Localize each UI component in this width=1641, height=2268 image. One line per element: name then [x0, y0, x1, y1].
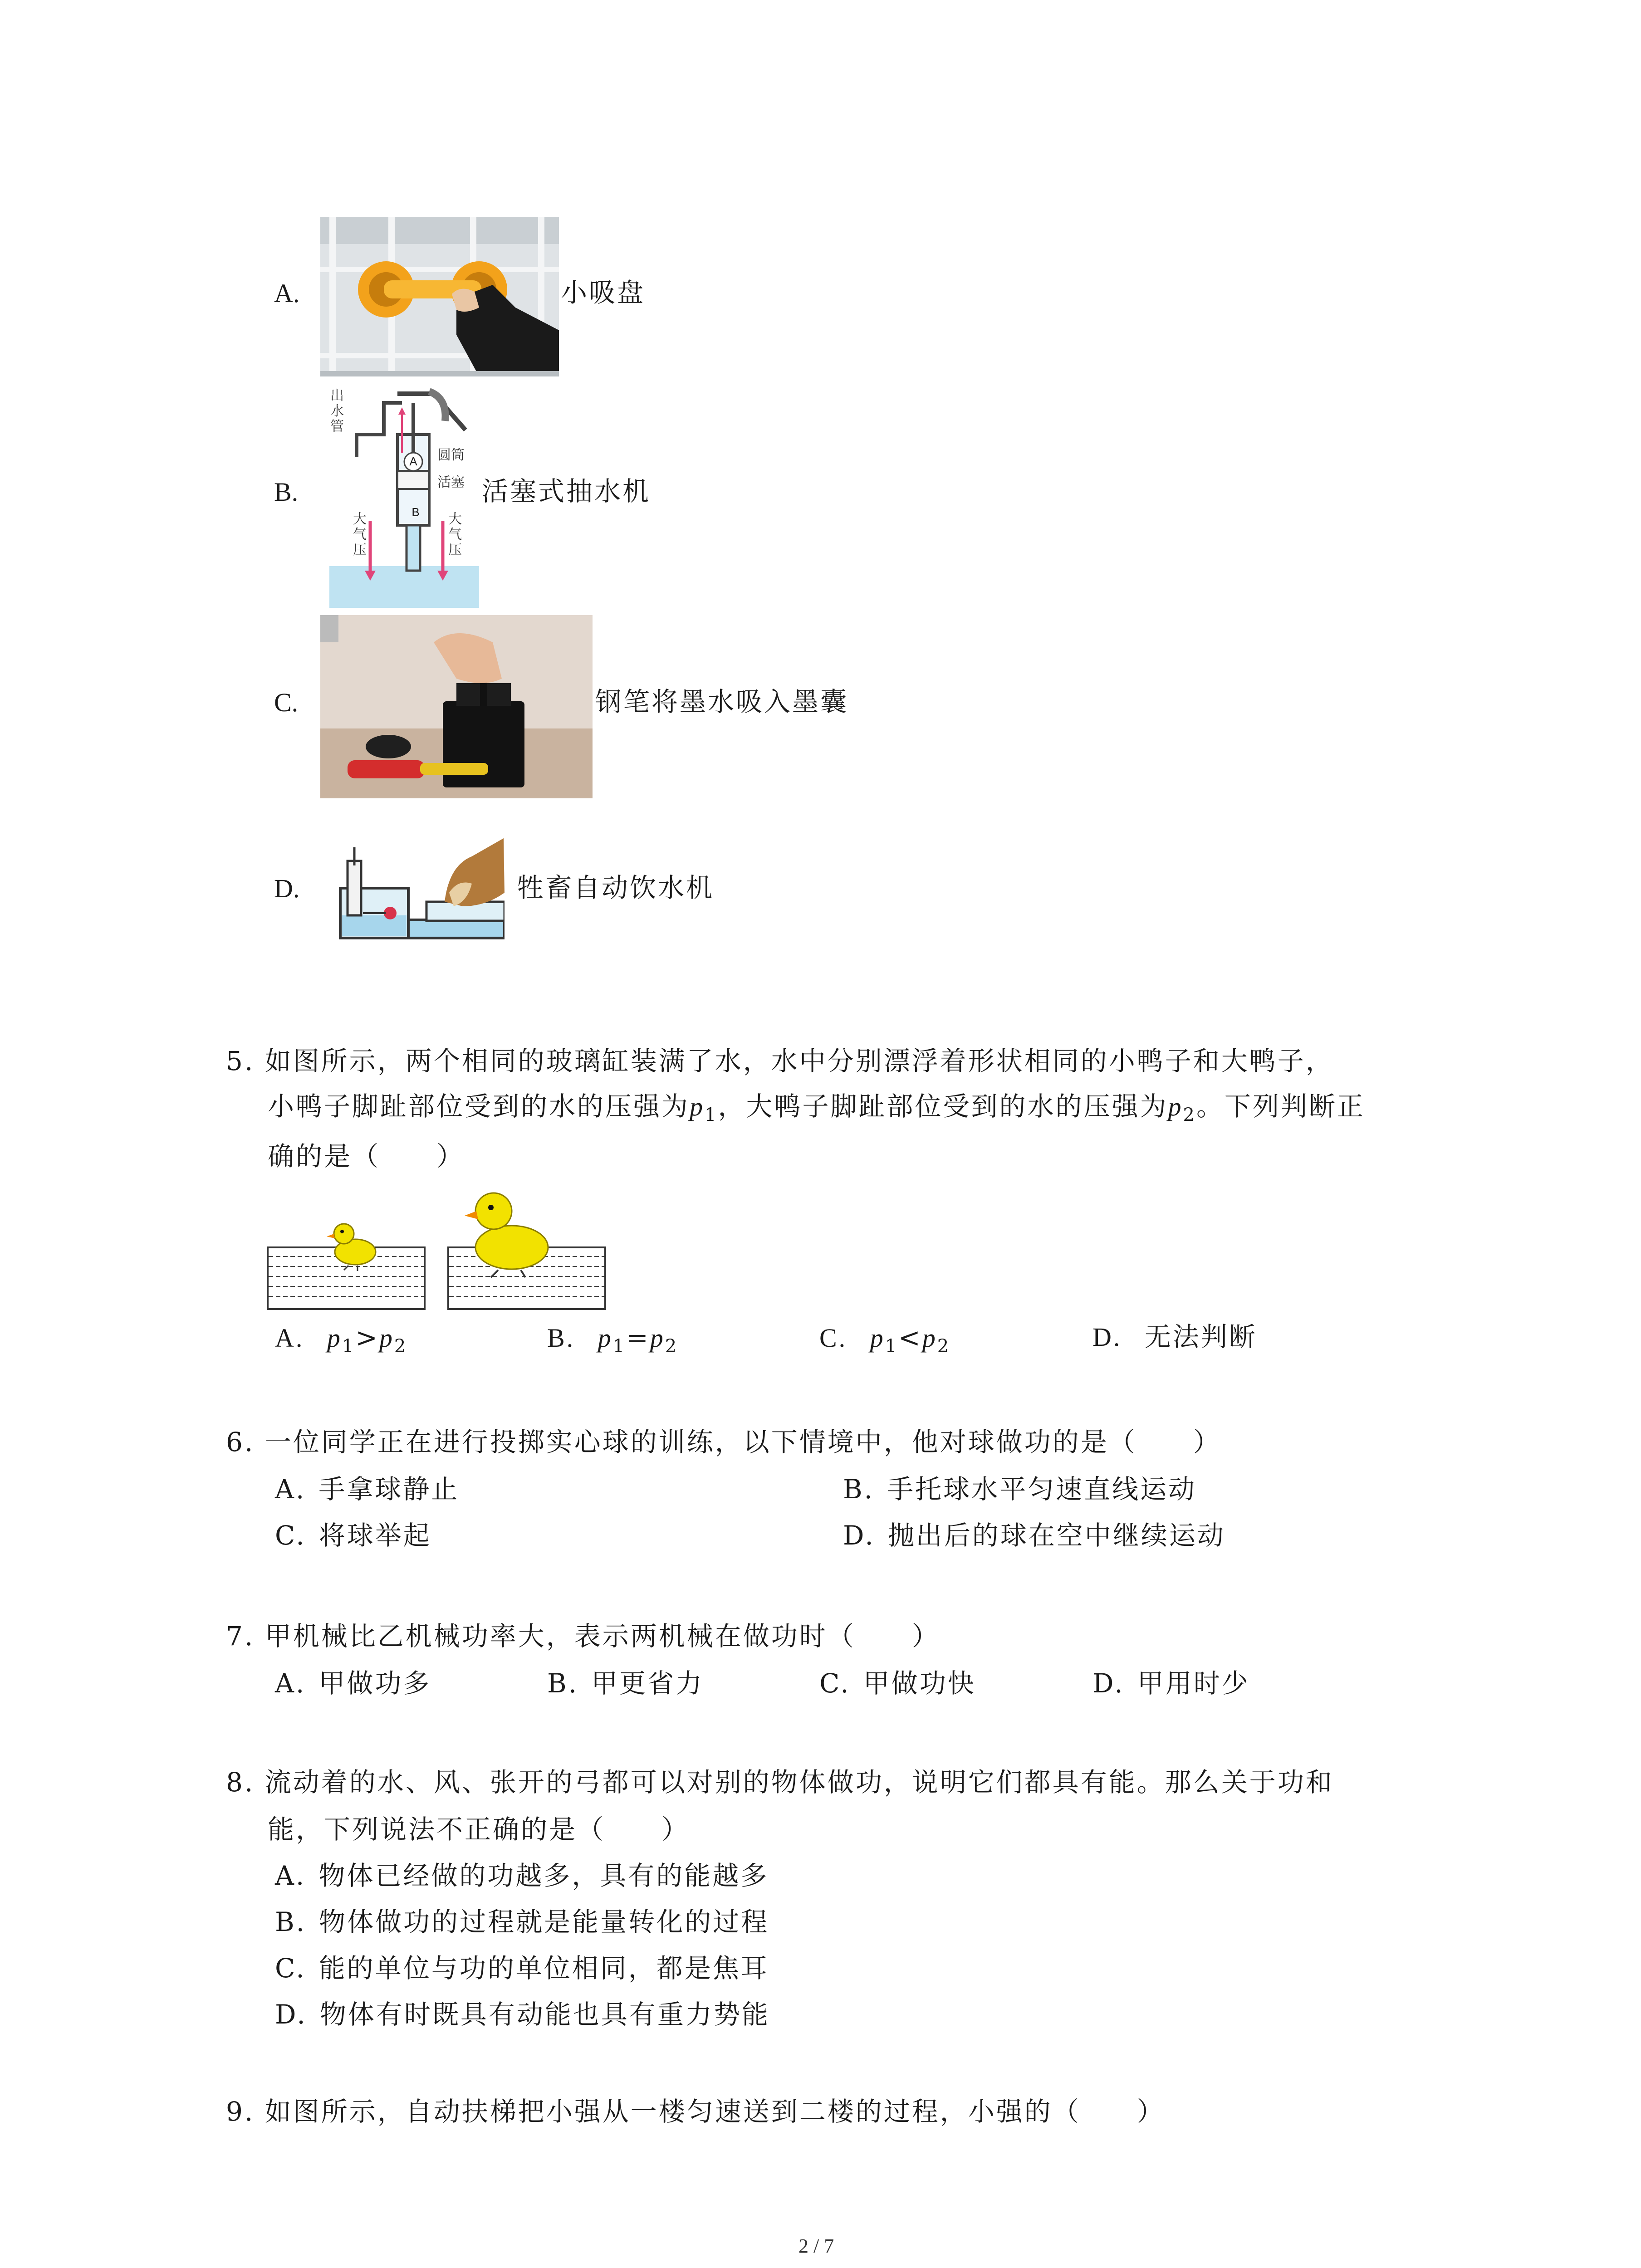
sub-1: 1	[705, 1105, 718, 1125]
q7-option-a-letter: A.	[275, 1668, 306, 1699]
piston-label: 活塞	[437, 474, 465, 490]
p-symbol: p	[327, 1323, 342, 1353]
q8-stem-line1: 8. 流动着的水、风、张开的弓都可以对别的物体做功，说明它们都具有能。那么关于功和	[226, 1767, 1334, 1798]
q7-option-d-text: 甲用时少	[1137, 1668, 1250, 1699]
q7-option-b	[547, 1668, 704, 1699]
atm-pressure-right-label: 大气压	[448, 511, 462, 558]
q7-option-b-letter: B.	[547, 1668, 579, 1699]
p-symbol: p	[379, 1323, 394, 1353]
q6-option-d	[843, 1522, 1225, 1549]
q7-option-b-text: 甲更省力	[591, 1668, 704, 1699]
big-duck	[465, 1193, 548, 1277]
q7-option-c	[819, 1668, 976, 1699]
q5-stem-line2-pre: 小鸭子脚趾部位受到的水的压强为	[268, 1091, 690, 1122]
p-symbol: p	[690, 1092, 705, 1121]
p-symbol: p	[650, 1323, 665, 1353]
q8-option-d-letter: D.	[275, 1999, 307, 2030]
q6-option-a	[275, 1474, 460, 1505]
q9-stem: 9. 如图所示，自动扶梯把小强从一楼匀速送到二楼的过程，小强的（ ）	[226, 2096, 1165, 2127]
q5-option-d	[1092, 1321, 1257, 1352]
q4-option-c-letter: C.	[274, 688, 299, 717]
sub-2: 2	[937, 1336, 951, 1357]
sub-1: 1	[885, 1336, 899, 1357]
q5-stem-line2-mid: ，大鸭子脚趾部位受到的水的压强为	[718, 1091, 1168, 1122]
q5-option-a	[275, 1322, 408, 1357]
q5-option-c-op: <	[898, 1322, 922, 1353]
sub-2: 2	[665, 1336, 679, 1357]
q4-option-d-text: 牲畜自动饮水机	[517, 872, 715, 903]
q6-option-c-letter: C.	[275, 1520, 306, 1551]
q7-option-c-text: 甲做功快	[863, 1668, 976, 1699]
ducks-in-tanks-diagram	[267, 1184, 612, 1311]
q5-stem-line2	[268, 1093, 1365, 1124]
q6-option-b	[843, 1474, 1197, 1505]
q8-option-d	[275, 2001, 770, 2028]
fountain-pen-ink-image	[320, 615, 593, 798]
valve-b-label: B	[411, 505, 420, 519]
q6-option-b-text: 手托球水平匀速直线运动	[887, 1474, 1197, 1505]
q4-option-b-letter: B.	[274, 477, 299, 507]
q7-option-d	[1092, 1668, 1250, 1699]
q6-stem: 6. 一位同学正在进行投掷实心球的训练，以下情境中，他对球做功的是（ ）	[226, 1427, 1221, 1457]
q5-option-a-op: >	[355, 1322, 379, 1353]
q7-option-a	[275, 1668, 431, 1699]
q5-option-c-letter: C.	[819, 1323, 847, 1353]
cylinder-label: 圆筒	[437, 447, 465, 463]
sub-2: 2	[1183, 1105, 1196, 1125]
q5-option-a-letter: A.	[275, 1323, 304, 1353]
q8-option-b-letter: B.	[275, 1906, 307, 1937]
outlet-pipe-label: 出水管	[330, 388, 344, 435]
page-number: 2 / 7	[798, 2235, 834, 2257]
q8-option-c-letter: C.	[275, 1953, 306, 1984]
p-symbol: p	[1168, 1092, 1183, 1121]
q7-option-c-letter: C.	[819, 1668, 851, 1699]
sub-2: 2	[394, 1336, 408, 1357]
q5-stem-line2-post: 。下列判断正	[1196, 1091, 1365, 1122]
q8-stem-line2: 能，下列说法不正确的是（ ）	[268, 1814, 690, 1845]
q8-option-d-text: 物体有时既具有动能也具有重力势能	[319, 1999, 770, 2030]
q6-option-b-letter: B.	[843, 1474, 875, 1505]
q8-option-b	[275, 1906, 769, 1937]
q5-option-d-letter: D.	[1092, 1322, 1122, 1352]
q8-option-b-text: 物体做功的过程就是能量转化的过程	[319, 1906, 769, 1937]
q5-option-b-op: =	[626, 1322, 650, 1353]
livestock-water-dispenser-image	[336, 838, 505, 952]
q7-option-d-letter: D.	[1092, 1668, 1125, 1699]
q4-option-a-letter: A.	[274, 279, 300, 308]
q6-option-c	[275, 1522, 431, 1549]
q7-stem: 7. 甲机械比乙机械功率大，表示两机械在做功时（ ）	[226, 1621, 940, 1652]
p-symbol: p	[870, 1323, 885, 1353]
q5-option-d-text: 无法判断	[1144, 1321, 1257, 1352]
q8-option-c	[275, 1953, 769, 1984]
q8-option-a-text: 物体已经做的功越多，具有的能越多	[318, 1860, 769, 1891]
q6-option-a-letter: A.	[275, 1474, 306, 1505]
q6-option-d-text: 抛出后的球在空中继续运动	[887, 1520, 1225, 1551]
sub-1: 1	[342, 1336, 356, 1357]
p-symbol: p	[598, 1323, 613, 1353]
q4-option-c-text: 钢笔将墨水吸入墨囊	[595, 686, 849, 717]
q4-option-d-letter: D.	[274, 874, 300, 903]
p-symbol: p	[922, 1323, 937, 1353]
q8-option-c-text: 能的单位与功的单位相同，都是焦耳	[318, 1953, 769, 1984]
q5-option-b	[547, 1322, 679, 1357]
valve-a-label: A	[409, 455, 417, 468]
q4-option-b-text: 活塞式抽水机	[482, 476, 651, 507]
atm-pressure-left-label: 大气压	[353, 511, 367, 558]
sub-1: 1	[612, 1336, 627, 1357]
q8-option-a-letter: A.	[275, 1860, 306, 1891]
q5-stem-line3: 确的是（ ）	[268, 1141, 465, 1172]
q5-option-c	[819, 1322, 951, 1357]
q4-option-a-text: 小吸盘	[561, 277, 646, 308]
piston-pump-diagram	[329, 385, 479, 608]
q6-option-c-text: 将球举起	[318, 1520, 431, 1551]
q8-option-a	[275, 1862, 769, 1889]
q5-option-b-letter: B.	[547, 1323, 575, 1353]
q6-option-d-letter: D.	[843, 1520, 875, 1551]
q5-stem-line1: 5. 如图所示，两个相同的玻璃缸装满了水，水中分别漂浮着形状相同的小鸭子和大鸭子，	[226, 1046, 1334, 1076]
q6-option-a-text: 手拿球静止	[318, 1474, 460, 1505]
suction-cup-image	[320, 217, 559, 376]
q7-option-a-text: 甲做功多	[318, 1668, 431, 1699]
